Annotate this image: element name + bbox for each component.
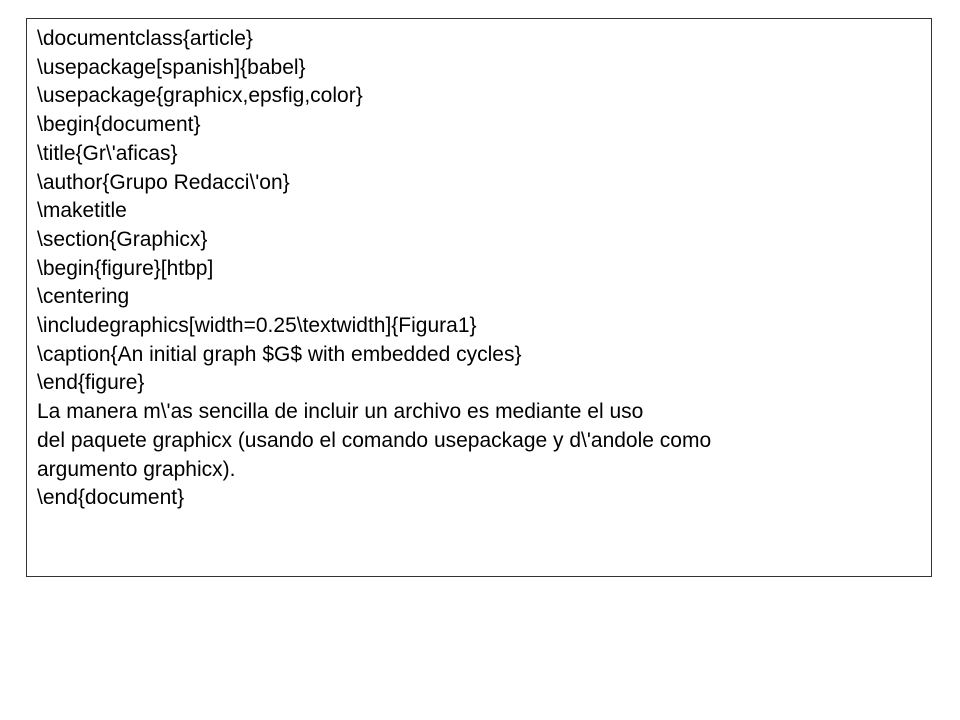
latex-source-box [26,18,932,577]
code-line-caption: \caption{An initial graph $G$ with embedded cycles} [37,342,522,366]
code-line-end-document: \end{document} [37,486,185,510]
code-line-author: \author{Grupo Redacci\'on} [37,170,290,194]
code-line-title: \title{Gr\'aficas} [37,141,178,165]
code-line-body-text-2: del paquete graphicx (usando el comando usepackage y d\'andole como [37,428,712,452]
code-line-maketitle: \maketitle [37,199,127,223]
code-line-body-text-3: argumento graphicx). [37,457,236,481]
code-line-includegraphics: \includegraphics[width=0.25\textwidth]{Figura1} [37,314,477,338]
code-line-end-figure: \end{figure} [37,371,145,395]
code-line-begin-document: \begin{document} [37,113,201,137]
code-line-documentclass: \documentclass{article} [37,27,253,50]
code-line-body-text-1: La manera m\'as sencilla de incluir un archivo es mediante el uso [37,400,644,424]
code-line-begin-figure: \begin{figure}[htbp] [37,256,214,280]
code-line-centering: \centering [37,285,130,309]
code-line-usepackage-babel: \usepackage[spanish]{babel} [37,55,306,79]
code-line-section: \section{Graphicx} [37,227,208,251]
code-line-usepackage-graphicx: \usepackage{graphicx,epsfig,color} [37,84,363,108]
